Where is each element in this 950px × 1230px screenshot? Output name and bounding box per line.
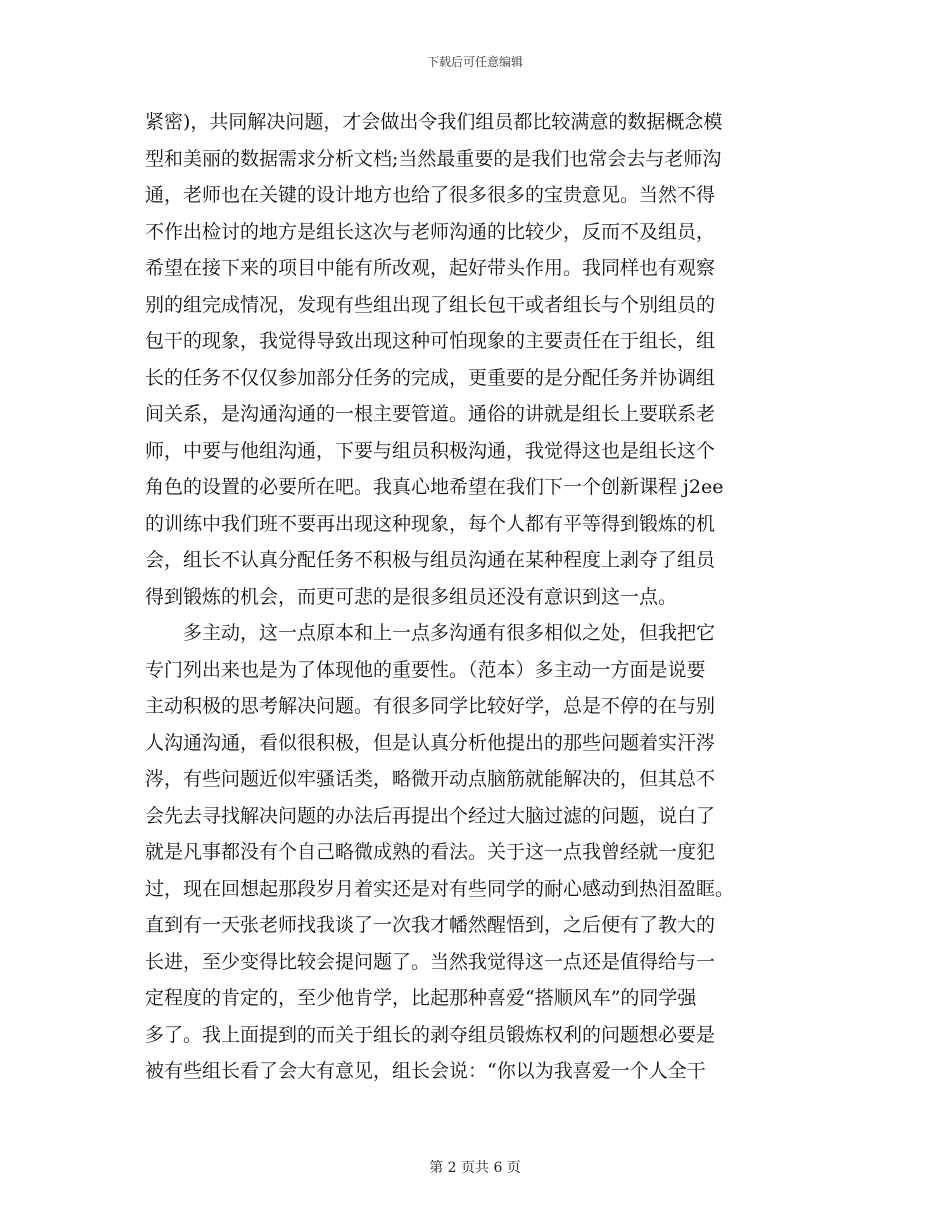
- text-line: 得到锻炼的机会，而更可悲的是很多组员还没有意识到这一点。: [145, 585, 678, 608]
- text-line: 会先去寻找解决问题的办法后再提出个经过大脑过滤的问题，说白了: [145, 804, 716, 827]
- text-line: 间关系，是沟通沟通的一根主要管道。通俗的讲就是组长上要联系老: [145, 403, 716, 425]
- page-footer: 第 2 页共 6 页: [429, 1160, 521, 1176]
- text-line: 别的组完成情况，发现有些组出现了组长包干或者组长与个别组员的: [145, 293, 716, 316]
- text-line: 的训练中我们班不要再出现这种现象，每个人都有平等得到锻炼的机: [145, 512, 716, 535]
- text-line: 主动积极的思考解决问题。有很多同学比较好学，总是不停的在与别: [145, 695, 716, 717]
- text-line: 紧密)，共同解决问题，才会做出令我们组员都比较满意的数据概念模: [145, 111, 723, 133]
- text-line: 包干的现象，我觉得导致出现这种可怕现象的主要责任在于组长，组: [145, 330, 716, 352]
- text-line: 被有些组长看了会大有意见，组长会说：“你以为我喜爱一个人全干: [145, 1060, 706, 1082]
- text-line: 涔，有些问题近似牢骚话类，略微开动点脑筋就能解决的，但其总不: [145, 768, 716, 790]
- text-line: 就是凡事都没有个自己略微成熟的看法。关于这一点我曾经就一度犯: [145, 841, 716, 863]
- text-line: 通，老师也在关键的设计地方也给了很多很多的宝贵意见。当然不得: [145, 184, 716, 206]
- text-line: 长进，至少变得比较会提问题了。当然我觉得这一点还是值得给与一: [145, 950, 716, 973]
- text-line: 多主动，这一点原本和上一点多沟通有很多相似之处，但我把它: [145, 622, 716, 644]
- page-header: 下载后可任意编辑: [426, 55, 523, 69]
- text-line: 过，现在回想起那段岁月着实还是对有些同学的耐心感动到热泪盈眶。: [145, 877, 735, 900]
- text-line: 长的任务不仅仅参加部分任务的完成，更重要的是分配任务并协调组: [145, 366, 716, 389]
- text-line: 不作出检讨的地方是组长这次与老师沟通的比较少，反而不及组员，: [145, 220, 716, 243]
- text-line: 多了。我上面提到的而关于组长的剥夺组员锻炼权利的问题想必要是: [145, 1023, 716, 1046]
- text-line: 会，组长不认真分配任务不积极与组员沟通在某种程度上剥夺了组员: [145, 549, 716, 571]
- text-line: 希望在接下来的项目中能有所改观，起好带头作用。我同样也有观察: [145, 257, 716, 279]
- text-line: 专门列出来也是为了体现他的重要性。（范本）多主动一方面是说要: [145, 658, 706, 681]
- text-line: 角色的设置的必要所在吧。我真心地希望在我们下一个创新课程 j2ee: [145, 476, 724, 498]
- text-line: 型和美丽的数据需求分析文档;当然最重要的是我们也常会去与老师沟: [145, 147, 722, 170]
- text-line: 人沟通沟通，看似很积极，但是认真分析他提出的那些问题着实汗涔: [145, 731, 716, 754]
- text-line: 师，中要与他组沟通，下要与组员积极沟通，我觉得这也是组长这个: [145, 439, 716, 462]
- text-line: 定程度的肯定的，至少他肯学，比起那种喜爱“搭顺风车”的同学强: [145, 987, 697, 1009]
- document-body: [145, 104, 805, 1090]
- text-line: 直到有一天张老师找我谈了一次我才幡然醒悟到，之后便有了教大的: [145, 914, 716, 936]
